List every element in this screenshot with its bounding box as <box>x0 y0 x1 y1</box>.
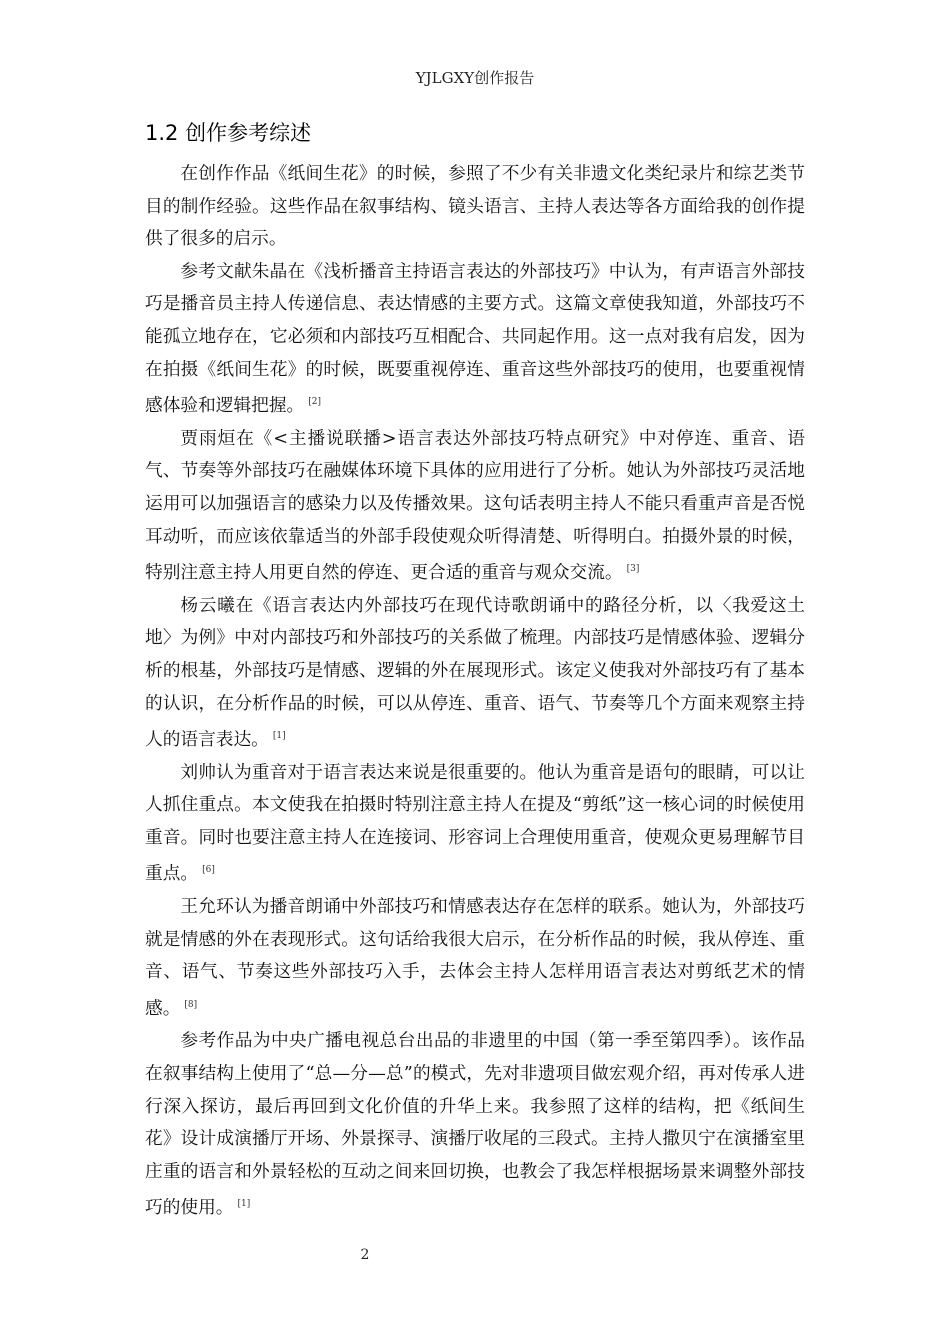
section-heading: 1.2 创作参考综述 <box>145 121 312 145</box>
paragraph-text: 王允环认为播音朗诵中外部技巧和情感表达存在怎样的联系。她认为，外部技巧就是情感的外在表现形式。这句话给我很大启示，在分析作品的时候，我从停连、重音、语气、节奏这些外部技巧入手，去体会主持人怎样用语言表达对剪纸艺术的情感。 <box>145 897 805 1019</box>
paragraph-intro <box>145 158 805 256</box>
paragraph-text: 在创作作品《纸间生花》的时候，参照了不少有关非遗文化类纪录片和综艺类节目的制作经验。这些作品在叙事结构、镜头语言、主持人表达等各方面给我的创作提供了很多的启示。 <box>145 164 805 250</box>
citation-marker: [6] <box>202 865 215 876</box>
paragraph-yang-yunxi <box>145 590 805 757</box>
body-text <box>145 158 805 1225</box>
paragraph-text: 参考作品为中央广播电视总台出品的非遗里的中国（第一季至第四季）。该作品在叙事结构上使用了“总—分—总”的模式，先对非遗项目做宏观介绍，再对传承人进行深入探访，最后再回到文化价值的升华上来。我参照了这样的结构，把《纸间生花》设计成演播厅开场、外景探寻、演播厅收尾的三段式。主持人撒贝宁在演播室里庄重的语言和外景轻松的互动之间来回切换，也教会了我怎样根据场景来调整外部技巧的使用。 <box>145 1031 805 1219</box>
paragraph-text: 贾雨烜在《<主播说联播>语言表达外部技巧特点研究》中对停连、重音、语气、节奏等外部技巧在融媒体环境下具体的应用进行了分析。她认为外部技巧灵活地运用可以加强语言的感染力以及传播效果。这句话表明主持人不能只看重声音是否悦耳动听，而应该依靠适当的外部手段使观众听得清楚、听得明白。拍摄外景的时候，特别注意主持人用更自然的停连、更合适的重音与观众交流。 <box>145 428 805 584</box>
running-header: YJLGXY创作报告 <box>415 69 535 87</box>
citation-marker: [1] <box>272 731 286 742</box>
paragraph-text: 杨云曦在《语言表达内外部技巧在现代诗歌朗诵中的路径分析，以〈我爱这土地〉为例》中对内部技巧和外部技巧的关系做了梳理。内部技巧是情感体验、逻辑分析的根基，外部技巧是情感、逻辑的外在展现形式。该定义使我对外部技巧有了基本的认识，在分析作品的时候，可以从停连、重音、语气、节奏等几个方面来观察主持人的语言表达。 <box>145 595 805 751</box>
paragraph-reference-work <box>145 1025 805 1225</box>
paragraph-text: 参考文献朱晶在《浅析播音主持语言表达的外部技巧》中认为，有声语言外部技巧是播音员主持人传递信息、表达情感的主要方式。这篇文章使我知道，外部技巧不能孤立地存在，它必须和内部技巧互相配合、共同起作用。这一点对我有启发，因为在拍摄《纸间生花》的时候，既要重视停连、重音这些外部技巧的使用，也要重视情感体验和逻辑把握。 <box>145 261 805 417</box>
citation-marker: [1] <box>237 1199 251 1210</box>
page-number: 2 <box>360 1247 370 1263</box>
paragraph-zhu-jing <box>145 256 805 423</box>
citation-marker: [2] <box>308 397 321 408</box>
paragraph-jia-yuxuan <box>145 423 805 590</box>
citation-marker: [8] <box>184 999 198 1010</box>
paragraph-wang-yunhuan <box>145 891 805 1025</box>
paragraph-liu-shuai <box>145 757 805 891</box>
citation-marker: [3] <box>626 564 640 575</box>
paragraph-text: 刘帅认为重音对于语言表达来说是很重要的。他认为重音是语句的眼睛，可以让人抓住重点。本文使我在拍摄时特别注意主持人在提及“剪纸”这一核心词的时候使用重音。同时也要注意主持人在连接词、形容词上合理使用重音，使观众更易理解节目重点。 <box>145 762 805 885</box>
